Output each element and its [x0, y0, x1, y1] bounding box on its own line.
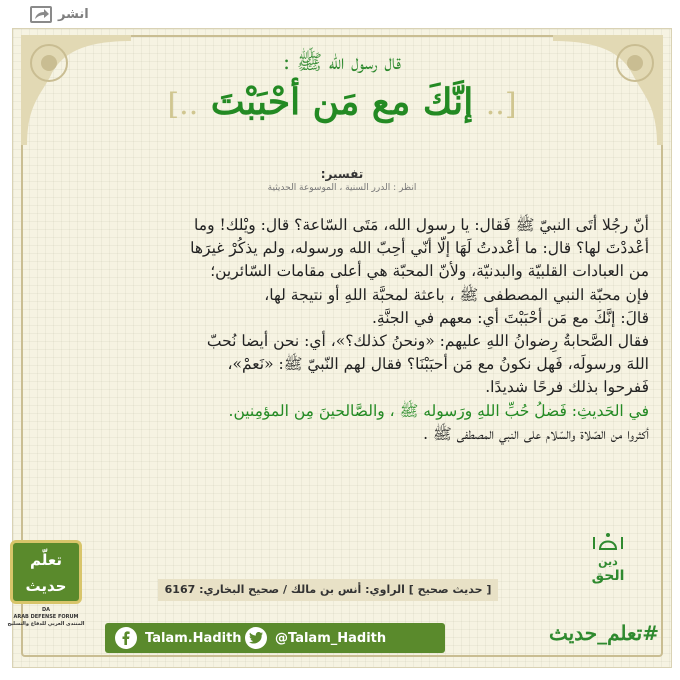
share-label: انشر: [58, 6, 89, 22]
body-line: قالَ: إنَّكَ مع مَن أحْبَبْتَ أي: معهم في الجنَّةِ.: [371, 308, 649, 327]
explanation-text: [29, 214, 649, 446]
body-line: من العبادات القلبيّة والبدنيّة، ولأنّ المحبّة هي أعلى مقامات السّائرين؛: [210, 262, 649, 281]
share-button[interactable]: [30, 4, 89, 24]
deen-alhaq-logo: [578, 529, 638, 589]
share-icon: [30, 6, 52, 23]
hashtag: #تعلم_حديث: [549, 621, 659, 645]
twitter-icon: [245, 627, 267, 649]
bracket-close: ..]: [167, 87, 199, 122]
twitter-link[interactable]: [245, 623, 386, 653]
body-line: أكثروا من الصّلاة والسّلام على النبي المصطفى ﷺ .: [423, 424, 649, 443]
logo-badge: تعلّم حديث: [10, 540, 82, 604]
top-bar: [0, 0, 680, 28]
body-line: أنّ رجُلا أتَى النبيّ ﷺ فَقال: يا رسول الله، مَتَى السّاعة؟ قال: ويْلك! وما: [194, 216, 649, 234]
logo-mark: DA: [41, 607, 51, 613]
logo-caption-ar: المنتدى العربي للدفاع والتسليح: [7, 621, 85, 627]
hadith-reference: [ حديث صحيح ] الراوي: أنس بن مالك / صحيح البخاري: 6167: [158, 579, 498, 601]
facebook-link[interactable]: [115, 623, 242, 653]
bracket-open: [..: [485, 87, 517, 122]
body-line: اللهَ ورسولَه، فَهل نكونُ مع مَن أحبَبْنَا؟ فقال لهم النّبيّ ﷺ: «نَعمْ»،: [227, 355, 649, 374]
hadith-card: [12, 28, 672, 668]
tafsir-label: تفسير:: [320, 167, 364, 181]
header-line: قال رسول الله ﷺ :: [282, 50, 402, 74]
logo-caption: [6, 607, 86, 628]
body-line: فإن محبّة النبي المصطفى ﷺ ، باعثة لمحبَّة اللهِ أو نتيجة لها،: [264, 285, 649, 304]
talam-hadith-logo: [6, 540, 86, 635]
tafsir-source: انظر : الدرر السنية ، الموسوعة الحديثية: [267, 183, 417, 193]
body-line: فقال الصَّحابةُ رِضوانُ اللهِ عليهم: «ونحنُ كذلك؟»، أي: نحن أيضا نُحبّ: [206, 332, 649, 351]
facebook-handle: Talam.Hadith: [145, 630, 242, 646]
logo-line2: الحق: [591, 568, 625, 584]
body-line: في الحَديثِ: فَضلُ حُبِّ اللهِ ورَسوله ﷺ ، والصَّالحينَ مِن المؤمِنين.: [228, 401, 649, 420]
logo-line1: دين: [598, 555, 618, 568]
page-title: [13, 81, 671, 123]
mosque-icon: [588, 529, 628, 551]
facebook-icon: [115, 627, 137, 649]
title-text: إنَّكَ مع مَن أحْبَبْتَ: [210, 81, 474, 123]
logo-caption-en: ARAB DEFENSE FORUM: [13, 614, 79, 620]
twitter-handle: @Talam_Hadith: [275, 630, 387, 646]
body-line: فَفرحوا بذلك فرحًا شديدًا.: [485, 378, 649, 397]
body-line: أعْددْتَ لها؟ قال: ما أعْددتُ لَهَا إلّا أنّي أحِبّ الله ورسوله، ولم يذكُرْ غيرَها: [190, 239, 649, 258]
footer-bar: [105, 623, 665, 653]
